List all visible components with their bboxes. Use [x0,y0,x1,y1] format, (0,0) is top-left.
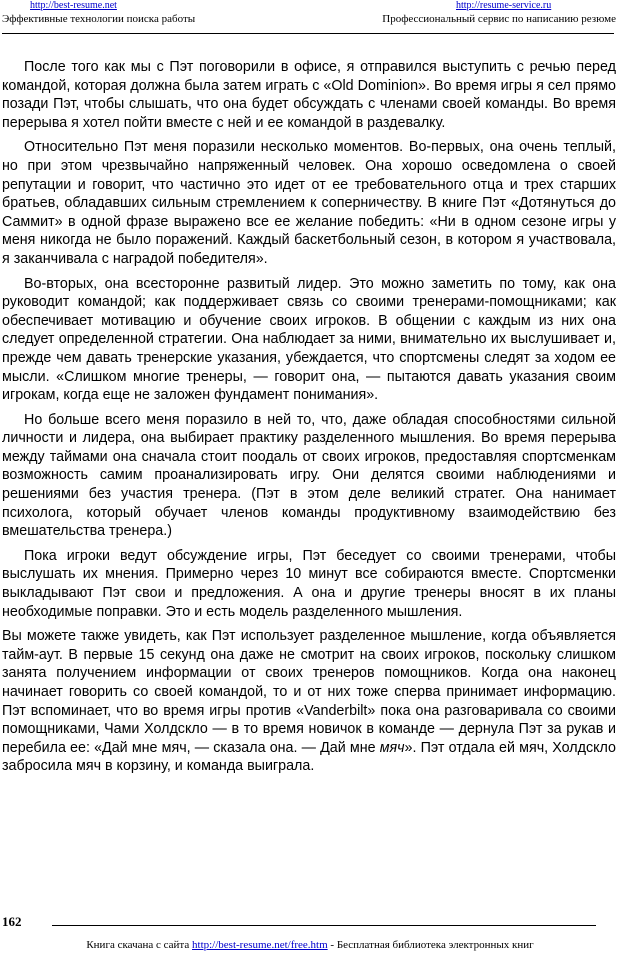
page-body [2,58,616,782]
paragraph-text: ». Пэт отдала ей мяч, Холдскло забросила мяч в корзину, и команда выиграла. [2,739,616,775]
paragraph: Пока игроки ведут обсуждение игры, Пэт беседует со своими тренерами, чтобы выслушать их мнения. Примерно через 10 минут все собираются вместе. Спортсменки выкладывают Пэт свои и предложения. А она и другие тренеры вносят в их планы необходимые поправки. Это и есть модель разделенного мышления. [2,547,616,620]
paragraph-text: Вы можете также увидеть, как Пэт использует разделенное мышление, когда объявляется тайм-аут. В первые 15 секунд она даже не смотрит на своих игроков, поскольку слишком занята получением информации от своих тренеров помощников. Когда она наконец начинает говорить со своей командой, то и от них тоже сперва принимает информацию. Пэт вспоминает, что во время игры против «Vanderbilt» пока она разговаривала со своими помощниками, Чами Холдскло — в то время новичок в команде — дернула Пэт за рукав и перебила ее: «Дай мне мяч, — сказала она. — Дай мне [2,628,616,756]
footer-divider [52,925,596,926]
paragraph: Относительно Пэт меня поразили несколько моментов. Во-первых, она очень теплый, но при этом чрезвычайно напряженный человек. Она хорошо осведомлена о своей репутации и говорит, что частично это идет от ее требовательного отца и трех старших братьев, обладавших сильным стремлением к соперничеству. В книге Пэт «Дотянуться до Саммит» в одной фразе выражено все ее желание победить: «Ни в одном сезоне игры у меня никогда не было поражений. Каждый баскетбольный сезон, в котором я участвовала, я заканчивала с наградой победителя». [2,139,616,267]
footer-suffix: - Бесплатная библиотека электронных книг [327,939,534,951]
footer-link[interactable]: http://best-resume.net/free.htm [192,939,328,951]
paragraph-last [2,627,616,776]
header-left-link[interactable]: http://best-resume.net [30,0,117,11]
header-right-link[interactable]: http://resume-service.ru [456,0,552,11]
paragraph: Но больше всего меня поразило в ней то, что, даже обладая способностями сильной личности и лидера, она выбирает практику разделенного мышления. Во время перерыва между таймами она сначала стоит поодаль от своих игроков, предоставляя спортсменкам возможность самим проанализировать игру. Они делятся своими наблюдениями и решениями без участия тренера. (Пэт в этом деле великий стратег. Она нанимает психолога, который обучает членов команды продуктивному взаимодействию без вмешательства тренера.) [2,411,616,540]
paragraph: Во-вторых, она всесторонне развитый лидер. Это можно заметить по тому, как она руководит командой; как поддерживает связь со своими тренерами-помощниками; как обеспечивает мотивацию и обучение своих игроков. В общении с каждым из них она следует определенной стратегии. Она наблюдает за ними, внимательно их выслушивает и, прежде чем давать тренерские указания, убеждается, что спортсмены следят за ходом ее мысли. «Слишком многие тренеры, — говорит она, — пытаются давать указания своим игрокам, когда еще не заложен фундамент понимания». [2,275,616,404]
footer-prefix: Книга скачана с сайта [86,939,193,951]
header-divider [2,33,614,34]
header-right-subtitle: Профессиональный сервис по написанию резюме [382,13,616,25]
emphasized-word: мяч [379,739,405,756]
paragraph: После того как мы с Пэт поговорили в офисе, я отправился выступить с речью перед командой, которая должна была затем играть с «Old Dominion». Во время игры я сел прямо позади Пэт, чтобы слышать, что она будет обсуждать с членами своей команды. Во время перерыва я хотел пойти вместе с ней и ее командой в раздевалку. [2,59,616,131]
header-left-subtitle: Эффективные технологии поиска работы [2,13,196,25]
page-header [0,0,620,34]
page-number: 162 [2,914,22,929]
page-footer [0,939,620,951]
